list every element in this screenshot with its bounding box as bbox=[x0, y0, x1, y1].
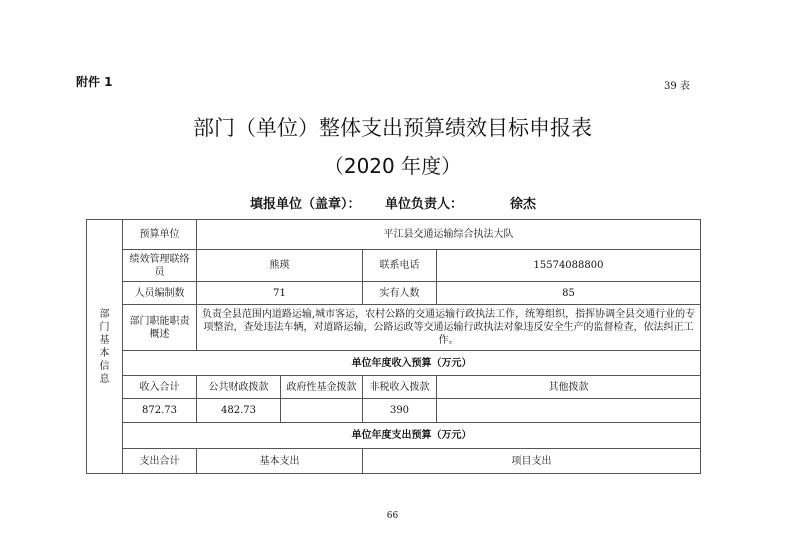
budget-unit-value: 平江县交通运输综合执法大队 bbox=[197, 220, 701, 250]
income-budget-title: 单位年度收入预算（万元） bbox=[123, 351, 701, 376]
income-header-public-finance: 公共财政拨款 bbox=[197, 376, 281, 399]
income-value-public-finance: 482.73 bbox=[197, 399, 281, 423]
duty-label: 部门职能职责概述 bbox=[123, 305, 197, 351]
income-header-non-tax: 非税收入拨款 bbox=[363, 376, 437, 399]
actual-staff-label: 实有人数 bbox=[363, 282, 437, 305]
income-header-other: 其他拨款 bbox=[437, 376, 701, 399]
income-value-non-tax: 390 bbox=[363, 399, 437, 423]
income-header-gov-fund: 政府性基金拨款 bbox=[281, 376, 363, 399]
section-label-basic-info: 部门基本信息 bbox=[87, 220, 123, 474]
duty-description: 负责全县范围内道路运输,城市客运，农村公路的交通运输行政执法工作，统筹组织，指挥协调全县交通行业的专项整治，查处违法车辆，对道路运输，公路运政等交通运输行政执法对象违反安全生产的监督检查，依法纠正工作。 bbox=[197, 305, 701, 351]
income-value-gov-fund bbox=[281, 399, 363, 423]
income-value-total: 872.73 bbox=[123, 399, 197, 423]
filler-unit-label: 填报单位（盖章）： bbox=[250, 197, 361, 212]
expense-budget-title: 单位年度支出预算（万元） bbox=[123, 423, 701, 449]
responsible-label: 单位负责人： bbox=[385, 197, 464, 212]
contact-value: 熊瑛 bbox=[197, 250, 363, 282]
actual-staff-value: 85 bbox=[437, 282, 701, 305]
responsible-name: 徐杰 bbox=[510, 197, 537, 212]
table-number: 39 表 bbox=[664, 81, 690, 92]
staff-quota-label: 人员编制数 bbox=[123, 282, 197, 305]
contact-label: 绩效管理联络员 bbox=[123, 250, 197, 282]
staff-quota-value: 71 bbox=[197, 282, 363, 305]
attachment-label: 附件 1 bbox=[76, 75, 113, 89]
phone-value: 15574088800 bbox=[437, 250, 701, 282]
budget-unit-label: 预算单位 bbox=[123, 220, 197, 250]
page-title: 部门（单位）整体支出预算绩效目标申报表 bbox=[193, 116, 592, 140]
expense-header-project: 项目支出 bbox=[363, 449, 701, 474]
expense-header-total: 支出合计 bbox=[123, 449, 197, 474]
page-number: 66 bbox=[386, 511, 399, 521]
income-header-total: 收入合计 bbox=[123, 376, 197, 399]
phone-label: 联系电话 bbox=[363, 250, 437, 282]
performance-form-table bbox=[86, 219, 701, 474]
expense-header-basic: 基本支出 bbox=[197, 449, 363, 474]
year-subtitle: （2020 年度） bbox=[323, 154, 462, 178]
income-value-other bbox=[437, 399, 701, 423]
